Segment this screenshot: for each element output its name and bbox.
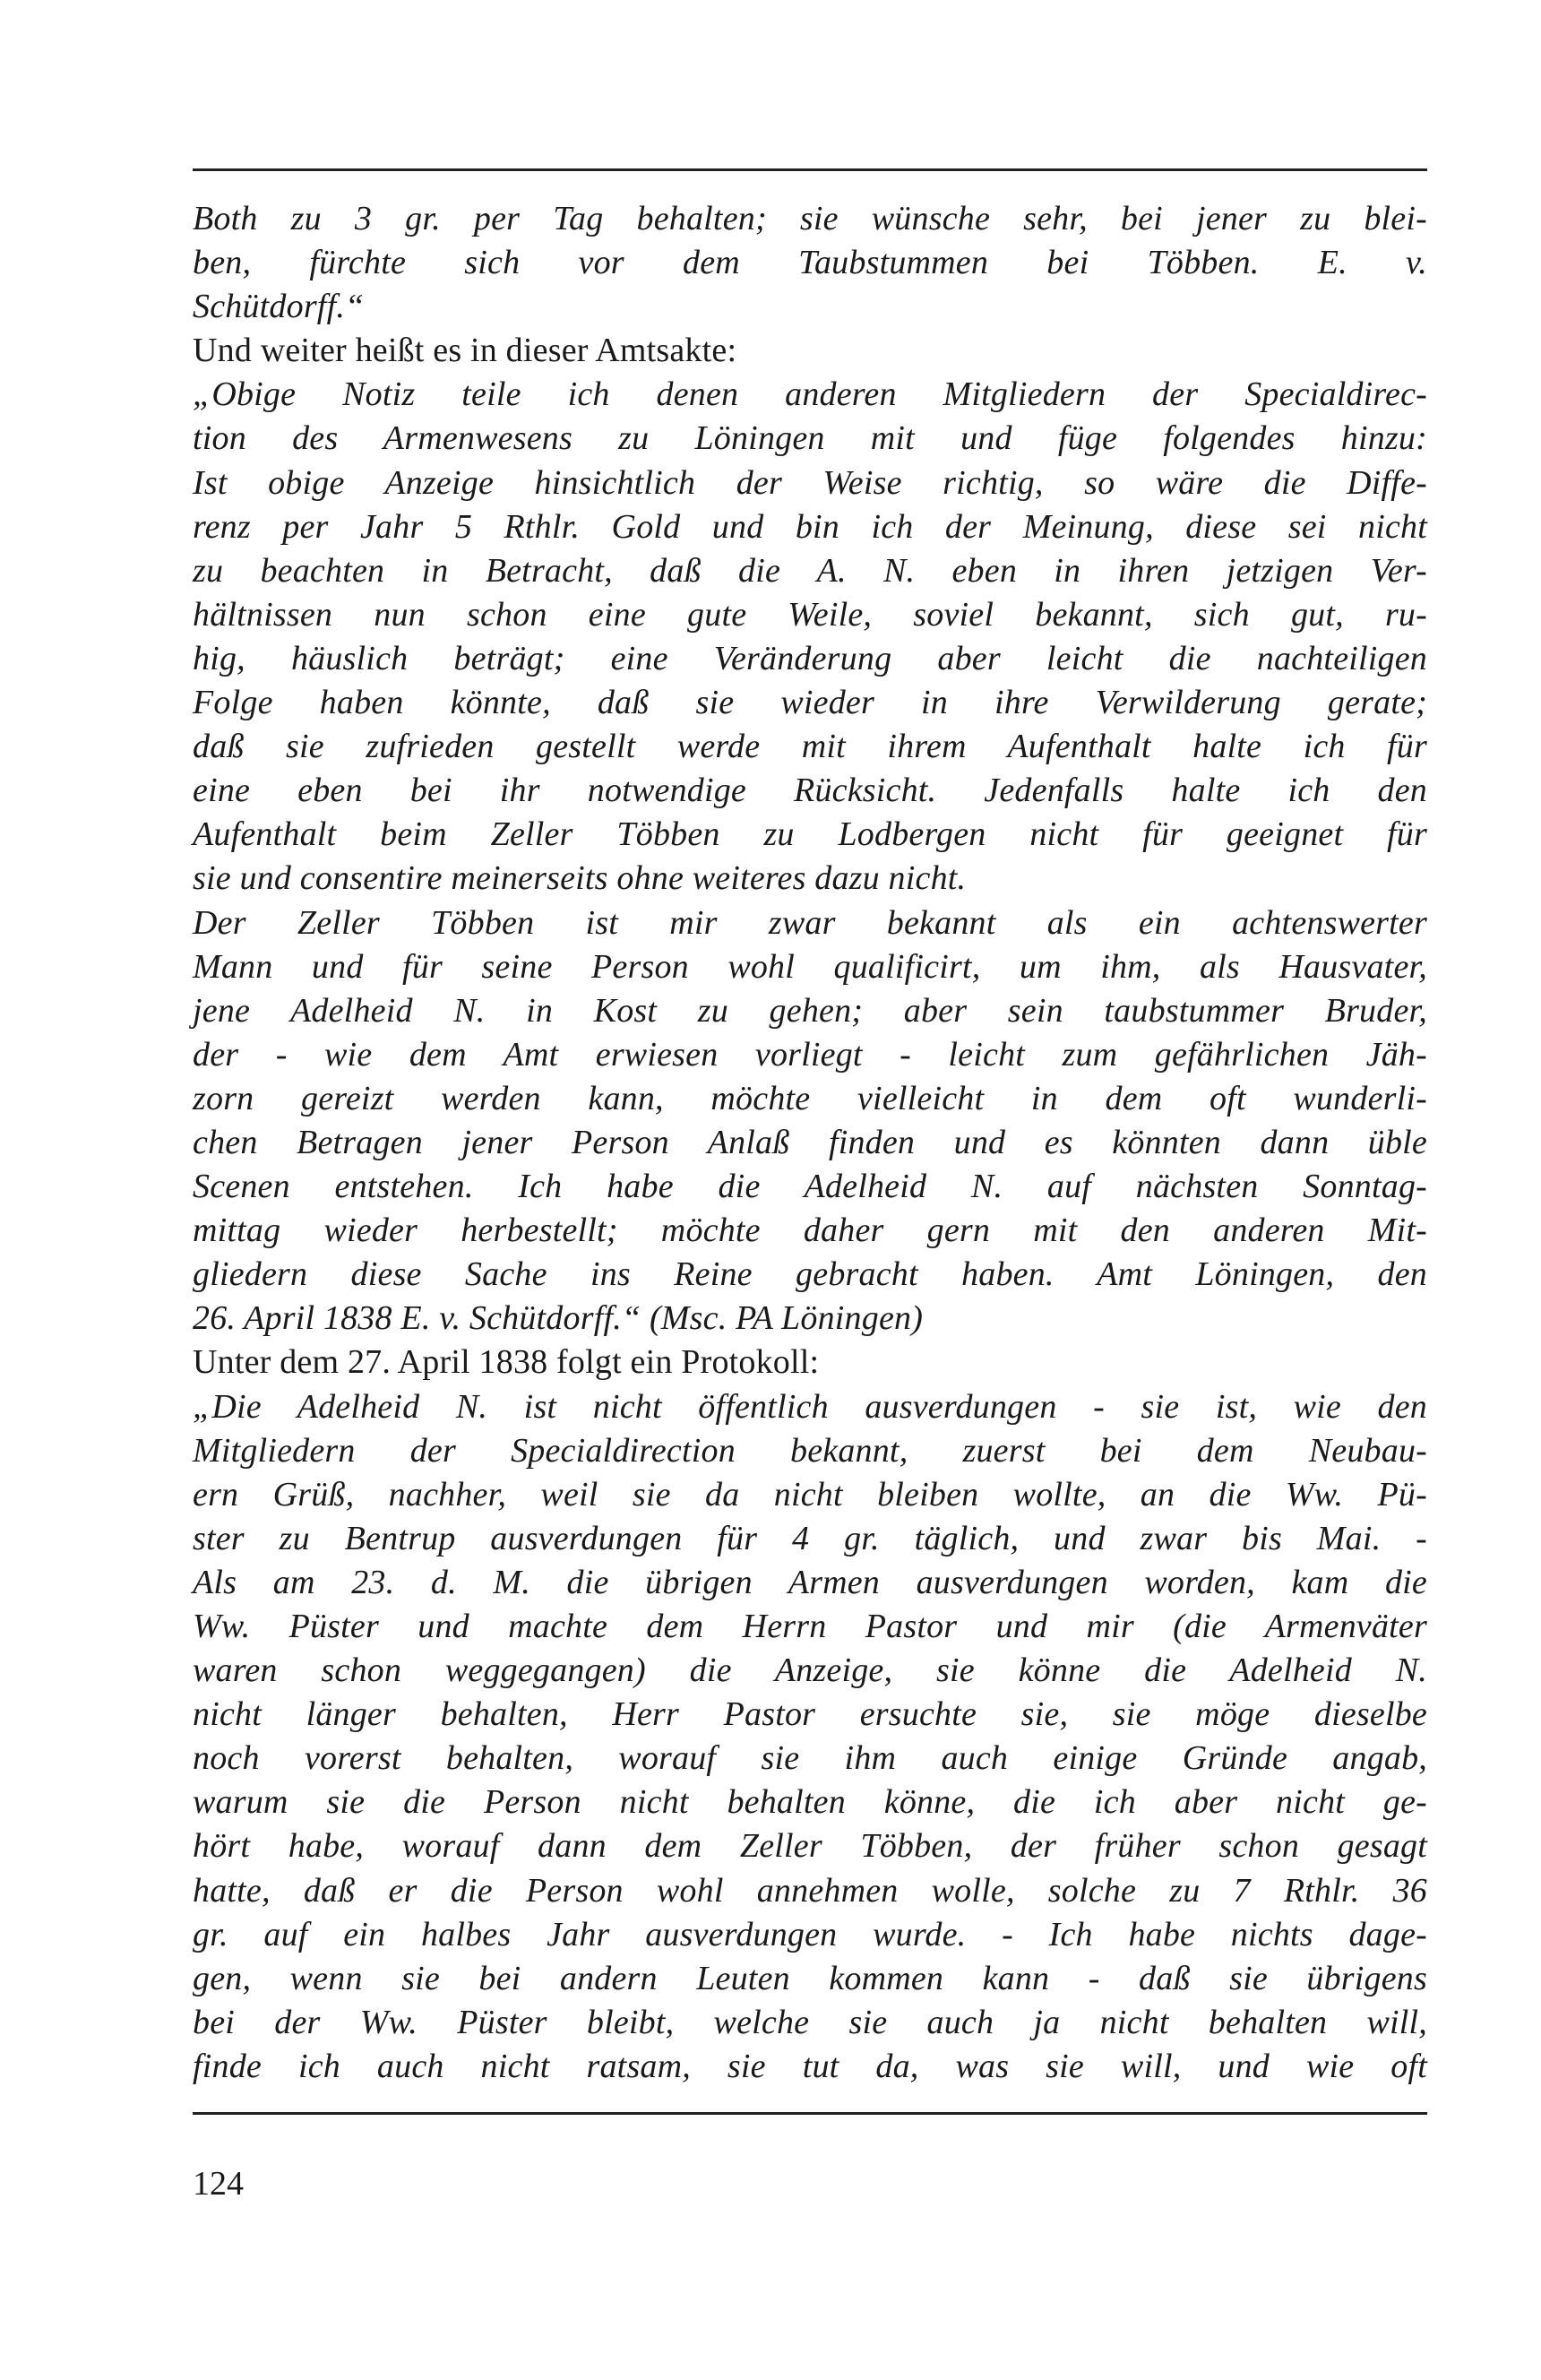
text-line: zorn gereizt werden kann, möchte vielleicht in dem oft wunderli- [193,1079,1427,1117]
text-line: gen, wenn sie bei andern Leuten kommen kann - daß sie übrigens [193,1959,1427,1997]
page-number: 124 [193,2165,244,2203]
text-line: hig, häuslich beträgt; eine Veränderung aber leicht die nachteiligen [193,639,1427,677]
footer-rule [193,2112,1427,2115]
text-line: Der Zeller Többen ist mir zwar bekannt als ein achtenswerter [193,903,1427,942]
text-line: ben, fürchte sich vor dem Taubstummen bei Többen. E. v. [193,244,1427,282]
text-line: gr. auf ein halbes Jahr ausverdungen wurde. - Ich habe nichts dage- [193,1915,1427,1953]
text-line: bei der Ww. Püster bleibt, welche sie auch ja nicht behalten will, [193,2003,1427,2041]
text-line: Mann und für seine Person wohl qualificirt, um ihm, als Hausvater, [193,947,1427,986]
text-line: Ww. Püster und machte dem Herrn Pastor und mir (die Armenväter [193,1608,1427,1645]
text-line: gliedern diese Sache ins Reine gebracht haben. Amt Löningen, den [193,1255,1427,1294]
text-line: warum sie die Person nicht behalten könne, die ich aber nicht ge- [193,1783,1427,1822]
text-line: chen Betragen jener Person Anlaß finden und es könnten dann üble [193,1123,1427,1161]
text-line: waren schon weggegangen) die Anzeige, sie könne die Adelheid N. [193,1651,1427,1690]
text-line: zu beachten in Betracht, daß die A. N. eben in ihren jetzigen Ver- [193,551,1427,590]
text-line: Scenen entstehen. Ich habe die Adelheid N. auf nächsten Sonntag- [193,1168,1427,1206]
text-line: nicht länger behalten, Herr Pastor ersuchte sie, sie möge dieselbe [193,1695,1427,1734]
text-line: hältnissen nun schon eine gute Weile, soviel bekannt, sich gut, ru- [193,595,1427,634]
text-line: mittag wieder herbestellt; möchte daher gern mit den anderen Mit- [193,1212,1427,1250]
text-line: Mitgliedern der Specialdirection bekannt, zuerst bei dem Neubau- [193,1431,1427,1470]
text-line: Als am 23. d. M. die übrigen Armen ausverdungen worden, kam die [193,1563,1427,1601]
text-line: ster zu Bentrup ausverdungen für 4 gr. täglich, und zwar bis Mai. - [193,1519,1427,1557]
text-line: 26. April 1838 E. v. Schütdorff.“ (Msc. PA Löningen) [193,1299,924,1338]
text-line: sie und consentire meinerseits ohne weiteres dazu nicht. [193,859,967,898]
header-rule [193,168,1427,171]
text-line: finde ich auch nicht ratsam, sie tut da, was sie will, und wie oft [193,2047,1427,2085]
text-line: Folge haben könnte, daß sie wieder in ihre Verwilderung gerate; [193,684,1427,722]
text-line: Ist obige Anzeige hinsichtlich der Weise richtig, so wäre die Diffe- [193,463,1427,502]
text-line: tion des Armenwesens zu Löningen mit und füge folgendes hinzu: [193,419,1427,458]
text-line: hört habe, worauf dann dem Zeller Többen, der früher schon gesagt [193,1827,1427,1866]
text-line: Schütdorff.“ [193,288,365,326]
text-line: ern Grüß, nachher, weil sie da nicht bleiben wollte, an die Ww. Pü- [193,1475,1427,1513]
text-line: Und weiter heißt es in dieser Amtsakte: [193,332,737,370]
text-line: renz per Jahr 5 Rthlr. Gold und bin ich der Meinung, diese sei nicht [193,507,1427,546]
text-line: „Die Adelheid N. ist nicht öffentlich ausverdungen - sie ist, wie den [193,1387,1427,1426]
text-line: Aufenthalt beim Zeller Többen zu Lodbergen nicht für geeignet für [193,815,1427,854]
text-line: eine eben bei ihr notwendige Rücksicht. Jedenfalls halte ich den [193,772,1427,810]
text-line: „Obige Notiz teile ich denen anderen Mitgliedern der Specialdirec- [193,375,1427,414]
text-line: der - wie dem Amt erwiesen vorliegt - leicht zum gefährlichen Jäh- [193,1035,1427,1074]
text-line: daß sie zufrieden gestellt werde mit ihrem Aufenthalt halte ich für [193,728,1427,766]
text-line: noch vorerst behalten, worauf sie ihm auch einige Gründe angab, [193,1739,1427,1778]
text-line: hatte, daß er die Person wohl annehmen wolle, solche zu 7 Rthlr. 36 [193,1871,1427,1910]
text-line: Both zu 3 gr. per Tag behalten; sie wünsche sehr, bei jener zu blei- [193,200,1427,237]
body-text [193,197,1427,2089]
text-line: jene Adelheid N. in Kost zu gehen; aber sein taubstummer Bruder, [193,991,1427,1030]
text-line: Unter dem 27. April 1838 folgt ein Protokoll: [193,1343,820,1382]
